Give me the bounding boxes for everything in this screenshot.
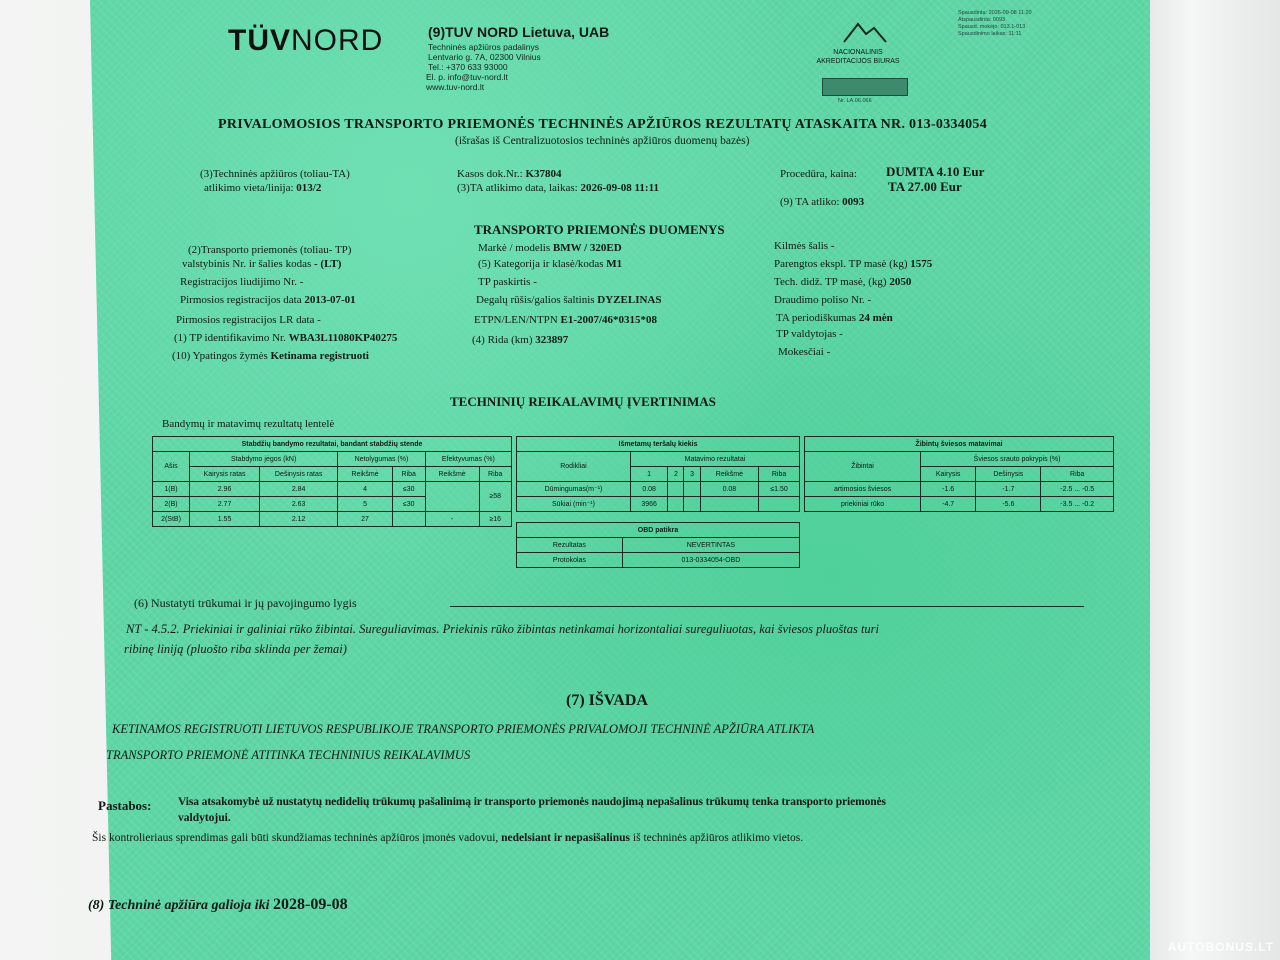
right-cell: -1.7 [976, 482, 1041, 497]
accreditation-logo-icon [840, 18, 890, 46]
notes-label: Pastabos: [98, 798, 152, 813]
limit-cell: -3.5 ... -0.2 [1041, 497, 1114, 512]
limit-cell: ≤1.50 [759, 482, 800, 497]
left-force-cell: 2.77 [190, 497, 260, 512]
cash-document: Kasos dok.Nr.: K37804 [457, 168, 562, 180]
eff-value-cell: - [425, 512, 479, 527]
angle-header: Šviesos srauto pokrypis (%) [921, 452, 1114, 467]
eff-limit-cell: ≥58 [479, 482, 511, 512]
axle-header: Ašis [153, 452, 190, 482]
table-row [517, 497, 800, 512]
left-wheel-header: Kairysis ratas [190, 467, 260, 482]
vin-number: (1) TP identifikavimo Nr. WBA3L11080KP40275 [174, 332, 398, 344]
max-mass: Tech. didž. TP masė, (kg) 2050 [774, 276, 912, 288]
limit-header: Riba [1041, 467, 1114, 482]
value-cell [700, 497, 759, 512]
notes-text-continued: valdytojui. [178, 812, 231, 824]
limit-cell: -2.5 ... -0.5 [1041, 482, 1114, 497]
company-address-line: Lentvario g. 7A, 02300 Vilnius [428, 52, 541, 62]
conclusion-line: KETINAMOS REGISTRUOTI LIETUVOS RESPUBLIKOJE TRANSPORTO PRIEMONĖS PRIVALOMOJI TECHNINĖ APŽIŪRA ATLIKTA [112, 722, 815, 736]
accreditation-badge [822, 78, 908, 96]
measure-cell [684, 482, 700, 497]
uneven-limit-cell: ≤30 [392, 482, 425, 497]
emissions-table-title: Išmetamų teršalų kiekis [517, 437, 800, 452]
inspection-place: atlikimo vieta/linija: 013/2 [204, 182, 322, 194]
price-ta: TA 27.00 Eur [888, 179, 962, 194]
uneven-limit-cell: ≤30 [392, 497, 425, 512]
report-subtitle: (išrašas iš Centralizuotosios techninės apžiūros duomenų bazės) [455, 135, 750, 147]
right-header: Dešinysis [976, 467, 1041, 482]
measure-3-header: 3 [684, 467, 700, 482]
uneven-value-header: Reikšmė [338, 467, 393, 482]
conclusion-line: TRANSPORTO PRIEMONĖ ATITINKA TECHNINIUS REIKALAVIMUS [106, 748, 471, 762]
special-marks: (10) Ypatingos žymės Ketinama registruoti [172, 350, 369, 362]
taxes: Mokesčiai - [778, 346, 831, 358]
uneven-value-cell: 5 [338, 497, 393, 512]
value-header: Reikšmė [700, 467, 759, 482]
indicator-cell: Sūkiai (min⁻¹) [517, 497, 631, 512]
right-wheel-header: Dešinysis ratas [260, 467, 338, 482]
force-header: Stabdymo jėgos (kN) [190, 452, 338, 467]
first-registration-lr: Pirmosios registracijos LR data - [176, 314, 321, 326]
accreditation-text: NACIONALINIS AKREDITACIJOS BIURAS [816, 49, 900, 65]
left-cell: -4.7 [921, 497, 976, 512]
tests-table-caption: Bandymų ir matavimų rezultatų lentelė [162, 418, 335, 430]
measure-cell [684, 497, 700, 512]
company-name: (9)TUV NORD Lietuva, UAB [428, 24, 610, 40]
insurance-policy: Draudimo poliso Nr. - [774, 294, 872, 306]
value-cell: 0.08 [700, 482, 759, 497]
registration-certificate: Registracijos liudijimo Nr. - [180, 276, 304, 288]
brake-table-title: Stabdžių bandymo rezultatai, bandant stabdžių stende [153, 437, 512, 452]
uneven-value-cell: 4 [338, 482, 393, 497]
table-row [517, 553, 800, 568]
brake-test-table [152, 436, 512, 527]
print-info-line: Spausdinimo laikas: 11:11 [958, 31, 1022, 37]
table-row [153, 482, 512, 497]
measure-cell: 0.08 [630, 482, 667, 497]
indicator-cell: Dūmingumas(m⁻¹) [517, 482, 631, 497]
first-registration: Pirmosios registracijos data 2013-07-01 [180, 294, 356, 306]
reg-label: (2)Transporto priemonės (toliau- TP) [188, 244, 352, 256]
company-address-line: www.tuv-nord.lt [426, 82, 485, 92]
eff-limit-cell: ≥16 [479, 512, 511, 527]
make-model: Markė / modelis BMW / 320ED [478, 242, 622, 254]
indicator-header: Rodikliai [517, 452, 631, 482]
vehicle-category: (5) Kategorija ir klasė/kodas M1 [478, 258, 623, 270]
sleeve-edge [1130, 0, 1280, 960]
left-cell: -1.6 [921, 482, 976, 497]
lamps-header: Žibintai [805, 452, 921, 482]
notes-text: Visa atsakomybė už nustatytų nedidelių trūkumų pašalinimą ir transporto priemonės naudojimą nepašalinus trūkumų tenka transporto priemonės [178, 796, 886, 808]
defect-text-continued: ribinę liniją (pluošto riba sklinda per žemai) [124, 642, 347, 656]
accreditation-number: Nr. LA.06.066 [838, 98, 872, 104]
axle-cell: 1(B) [153, 482, 190, 497]
lamp-cell: priekiniai rūko [805, 497, 921, 512]
obd-table [516, 522, 800, 568]
curb-mass: Parengtos ekspl. TP masė (kg) 1575 [774, 258, 933, 270]
table-row [517, 538, 800, 553]
print-info-line: Spausd. mokėjo: 013.1-013 [958, 24, 1026, 30]
limit-cell [759, 497, 800, 512]
vehicle-owner: TP valdytojas - [776, 328, 843, 340]
table-row [153, 512, 512, 527]
left-force-cell: 2.96 [190, 482, 260, 497]
inspection-place-label: (3)Techninės apžiūros (toliau-TA) [200, 168, 350, 180]
defect-text: NT - 4.5.2. Priekiniai ir galiniai rūko žibintai. Sureguliavimas. Priekinis rūko žibintas netinkamai horizontaliai sureguliuotas, kai šviesos pluoštas turi [126, 622, 880, 636]
obd-result-value: NEVERTINTAS [622, 538, 799, 553]
right-force-cell: 2.84 [260, 482, 338, 497]
procedure-label: Procedūra, kaina: [780, 168, 857, 180]
defects-label: (6) Nustatyti trūkumai ir jų pavojingumo lygis [134, 596, 357, 610]
table-row [517, 482, 800, 497]
reg-number: valstybinis Nr. ir šalies kodas - (LT) [182, 258, 342, 270]
measure-1-header: 1 [630, 467, 667, 482]
uneven-header: Netolygumas (%) [338, 452, 425, 467]
price-dumta: DUMTA 4.10 Eur [886, 164, 985, 179]
axle-cell: 2(StB) [153, 512, 190, 527]
print-info-line: Atspausdinta: 0093 [958, 17, 1006, 23]
watermark-logo: AUTOBONUS.LT [1167, 940, 1274, 954]
mileage: (4) Rida (km) 323897 [472, 334, 569, 346]
inspector-code: (9) TA atliko: 0093 [780, 196, 865, 208]
eff-value-header: Reikšmė [425, 467, 479, 482]
report-title: PRIVALOMOSIOS TRANSPORTO PRIEMONĖS TECHNINĖS APŽIŪROS REZULTATŲ ATASKAITA NR. 013-0334054 [218, 117, 988, 132]
table-row [805, 497, 1114, 512]
measured-header: Matavimo rezultatai [630, 452, 799, 467]
measure-cell [668, 482, 684, 497]
right-cell: -5.6 [976, 497, 1041, 512]
measure-cell: 3966 [630, 497, 667, 512]
measure-2-header: 2 [668, 467, 684, 482]
requirements-title: TECHNINIŲ REIKALAVIMŲ ĮVERTINIMAS [450, 394, 716, 409]
right-force-cell: 2.63 [260, 497, 338, 512]
left-header: Kairysis [921, 467, 976, 482]
lamp-cell: artimosios šviesos [805, 482, 921, 497]
inspection-date: (3)TA atlikimo data, laikas: 2026-09-08 11:11 [457, 182, 659, 194]
eff-limit-header: Riba [479, 467, 511, 482]
obd-protocol-label: Protokolas [517, 553, 623, 568]
lights-table-title: Žibintų šviesos matavimai [805, 437, 1114, 452]
origin-country: Kilmės šalis - [774, 240, 835, 252]
eff-value-cell [425, 482, 479, 512]
limit-header: Riba [759, 467, 800, 482]
validity: (8) Techninė apžiūra galioja iki 2028-09-08 [88, 896, 348, 913]
etpn-number: ETPN/LEN/NTPN E1-2007/46*0315*08 [474, 314, 658, 326]
obd-protocol-value: 013-0334054-OBD [622, 553, 799, 568]
efficiency-header: Efektyvumas (%) [425, 452, 511, 467]
obd-result-label: Rezultatas [517, 538, 623, 553]
vehicle-section-title: TRANSPORTO PRIEMONĖS DUOMENYS [474, 222, 725, 237]
inspection-period: TA periodiškumas 24 mėn [776, 312, 893, 324]
conclusion-title: (7) IŠVADA [566, 692, 648, 709]
defects-underline [450, 606, 1084, 607]
axle-cell: 2(B) [153, 497, 190, 512]
left-force-cell: 1.55 [190, 512, 260, 527]
uneven-value-cell: 27 [338, 512, 393, 527]
company-address-line: El. p. info@tuv-nord.lt [426, 72, 508, 82]
emissions-table [516, 436, 800, 512]
fuel-type: Degalų rūšis/galios šaltinis DYZELINAS [476, 294, 662, 306]
print-info-line: Spausdinta: 2026-09-08 11:20 [958, 10, 1032, 16]
company-address-line: Techninės apžiūros padalinys [428, 42, 540, 52]
uneven-limit-cell [392, 512, 425, 527]
uneven-limit-header: Riba [392, 467, 425, 482]
lights-table [804, 436, 1114, 512]
tuv-nord-logo: TÜVNORD [228, 24, 384, 57]
appeal-text: Šis kontrolieriaus sprendimas gali būti skundžiamas techninės apžiūros įmonės vadovui, nedelsiant ir nepasišalinus iš techninės apžiūros atlikimo vietos. [92, 832, 804, 844]
measure-cell [668, 497, 684, 512]
right-force-cell: 2.12 [260, 512, 338, 527]
table-row [805, 482, 1114, 497]
company-address-line: Tel.: +370 633 93000 [428, 62, 508, 72]
vehicle-purpose: TP paskirtis - [478, 276, 537, 288]
obd-title: OBD patikra [517, 523, 800, 538]
